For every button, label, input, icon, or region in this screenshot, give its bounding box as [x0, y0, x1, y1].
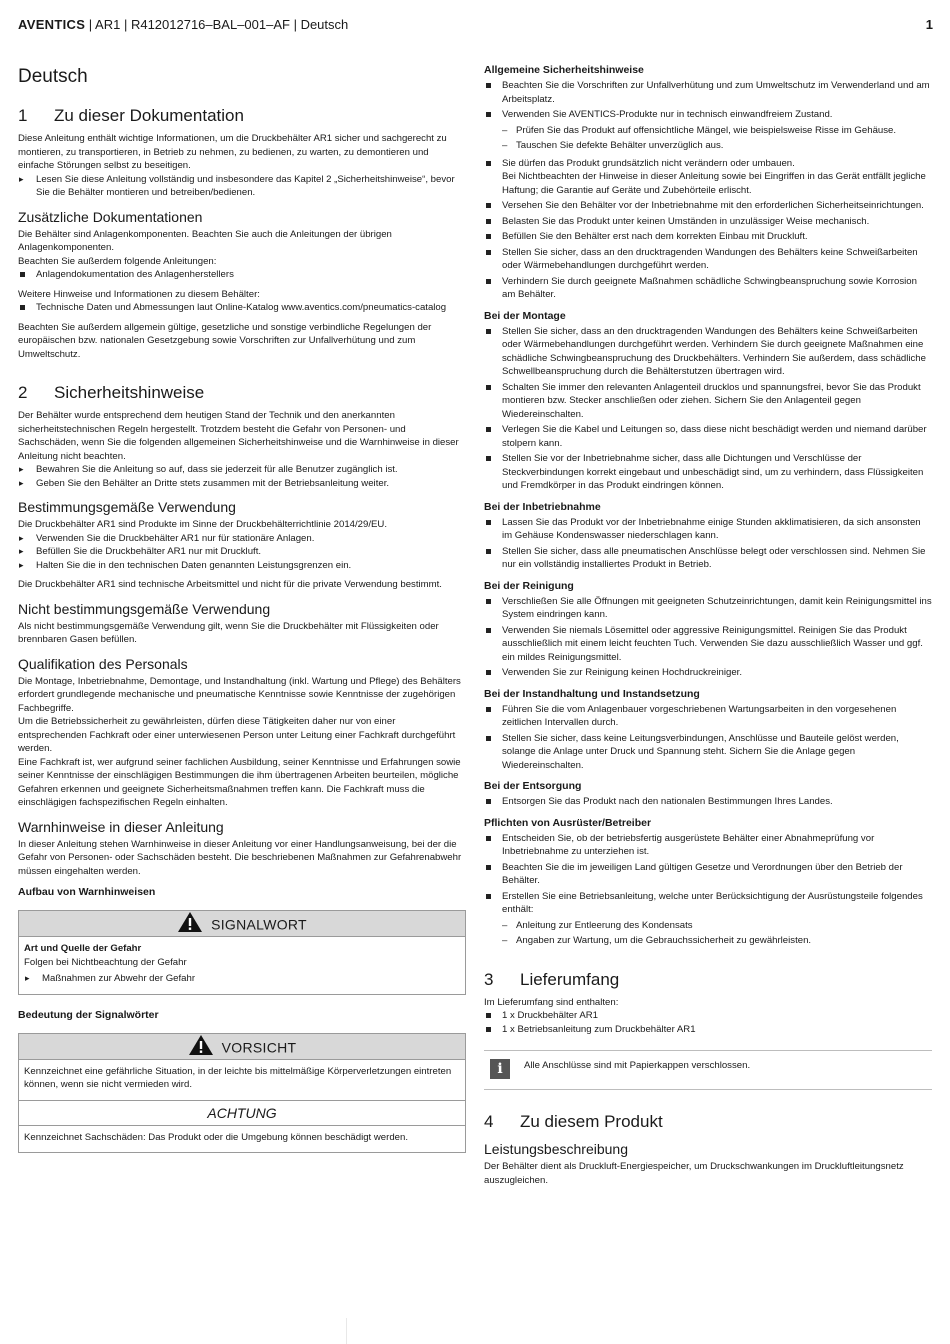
subheading-allgemeine-sicherheitshinweise: Allgemeine Sicherheitshinweise: [484, 64, 644, 76]
section-number: 4: [484, 1112, 494, 1131]
section-3-heading: [484, 970, 932, 990]
list-item: Verhindern Sie durch geeignete Maßnahmen schädliche Schwingbeanspruchung sowie Korrosion am Behälter.: [484, 275, 932, 302]
instruction-item: ▸ Lesen Sie diese Anleitung vollständig und insbesondere das Kapitel 2 „Sicherheitshinweise“, bevor Sie die Behälter montieren und betreiben/bedienen.: [18, 173, 466, 200]
subheading-warnhinweise: Warnhinweise in dieser Anleitung: [18, 818, 224, 835]
list-item: Lassen Sie das Produkt vor der Inbetriebnahme einige Stunden akklimatisieren, da sich ansonsten im Gehäuse Kondenswasser niederschlagen kann.: [484, 516, 932, 543]
list-item: 1 x Druckbehälter AR1: [484, 1009, 932, 1023]
list-item: Verlegen Sie die Kabel und Leitungen so, dass diese nicht beschädigt werden und niemand darüber stolpern kann.: [484, 423, 932, 450]
paragraph: Beachten Sie außerdem allgemein gültige, gesetzliche und sonstige verbindliche Regelungen der europäischen bzw. nationalen Gesetzgebung sowie Vorschriften zur Unfallverhütung und zum Umweltschutz.: [18, 321, 432, 360]
list-item-subtext: Bei Nichtbeachten der Hinweise in dieser Anleitung sowie bei Eingriffen in das Gerät entfällt jegliche Haftung; die Garantie auf Geräte und Zubehörteile erlischt.: [502, 171, 926, 196]
list-item: Verwenden Sie niemals Lösemittel oder aggressive Reinigungsmittel. Reinigen Sie das Produkt ausschließlich mit einem leicht feuchten Tuch. Verwenden Sie dazu ausschließlich Wasser und ggf. ein mildes Reinigungsmittel.: [484, 624, 932, 665]
vorsicht-header: [19, 1034, 465, 1060]
list-item: Belasten Sie das Produkt unter keinen Umständen in unzulässiger Weise mechanisch.: [484, 215, 932, 229]
section-title: Sicherheitshinweise: [54, 383, 205, 402]
paragraph: Eine Fachkraft ist, wer aufgrund seiner fachlichen Ausbildung, seiner Kenntnisse und Erfahrungen sowie seiner Kenntnisse der einschlägigen Bestimmungen die ihm übertragenen Arbeiten beurteilen, mögliche Gefahren erkennen und geeignete Sicherheitsmaßnahmen treffen kann. Die Fachkraft muss die einschlägigen fachspezifischen Regeln einhalten.: [18, 756, 461, 808]
paragraph: Die Montage, Inbetriebnahme, Demontage, und Instandhaltung (inkl. Wartung und Pflege) des Behälters erfordert grundlegende mechanische und pneumatische Kenntnisse sowie Kenntnisse der zugehörigen Fachbegriffe.: [18, 675, 461, 714]
info-note: [484, 1050, 932, 1090]
warning-body: [19, 937, 465, 994]
list-item: Verschließen Sie alle Öffnungen mit geeigneten Schutzeinrichtungen, damit kein Reinigungsmittel ins System eindringen kann.: [484, 595, 932, 622]
list-item: Stellen Sie vor der Inbetriebnahme sicher, dass alle Dichtungen und Verschlüsse der Steckverbindungen korrekt eingebaut und unbeschädigt sind, um zu verhindern, dass Flüssigkeiten und Fremdkörper in das Produkt eindringen können.: [484, 452, 932, 493]
paragraph: Der Behälter dient als Druckluft-Energiespeicher, um Druckschwankungen im Druckluftleitungsnetz auszugleichen.: [484, 1161, 904, 1186]
subheading-aufbau-warnhinweise: Aufbau von Warnhinweisen: [18, 886, 156, 898]
warning-header: [19, 911, 465, 937]
subheading-zusaetzliche-dokumentationen: Zusätzliche Dokumentationen: [18, 208, 203, 225]
info-text: Alle Anschlüsse sind mit Papierkappen verschlossen.: [524, 1060, 751, 1071]
subheading-nicht-bestimmungsgemaesse-verwendung: Nicht bestimmungsgemäße Verwendung: [18, 600, 271, 617]
section-4-heading: [484, 1112, 932, 1132]
subheading-entsorgung: Bei der Entsorgung: [484, 780, 582, 792]
hazard-consequence: Folgen bei Nichtbeachtung der Gefahr: [24, 956, 187, 968]
language-heading: Deutsch: [18, 66, 88, 87]
sub-list-item: – Prüfen Sie das Produkt auf offensichtliche Mängel, wie beispielsweise Risse im Gehäuse.: [484, 124, 932, 138]
list-item: Verwenden Sie AVENTICS-Produkte nur in technisch einwandfreiem Zustand.: [484, 108, 932, 122]
list-item: Erstellen Sie eine Betriebsanleitung, welche unter Berücksichtigung der Ausrüstungsteile folgendes enthält:: [484, 890, 932, 917]
section-title: Zu diesem Produkt: [520, 1112, 663, 1131]
subheading-montage: Bei der Montage: [484, 309, 566, 322]
list-item: [484, 157, 932, 198]
right-column: [484, 60, 932, 1187]
section-title: Zu dieser Dokumentation: [54, 106, 244, 125]
instruction-item: ▸ Halten Sie die in den technischen Daten genannten Leistungsgrenzen ein.: [18, 559, 466, 573]
list-item: Stellen Sie sicher, dass an den drucktragenden Wandungen des Behälters keine Schweißarbeiten oder Wärmebehandlungen durchgeführt werden. Verhindern Sie durch geeignete Maßnahmen eine schädliche Schwingbeanspruchung des Druckbehälters. Verhindern Sie außerdem, dass schädliche Schwellbeanspruchung durch die Behälterstutzen übertragen wird.: [484, 325, 932, 379]
warning-structure-box: [18, 910, 466, 995]
list-item: 1 x Betriebsanleitung zum Druckbehälter AR1: [484, 1023, 932, 1037]
paragraph: Beachten Sie außerdem folgende Anleitungen:: [18, 255, 217, 267]
warning-triangle-icon: [188, 1034, 214, 1064]
hazard-measure: ▸ Maßnahmen zur Abwehr der Gefahr: [24, 972, 460, 986]
paragraph: Um die Betriebssicherheit zu gewährleisten, dürfen diese Tätigkeiten daher nur von einer entsprechenden Fachkraft oder einer unterwiesenen Person unter Leitung einer Fachkraft durchgeführt werden.: [18, 716, 456, 754]
achtung-body: [19, 1126, 465, 1153]
sub-list-item: – Angaben zur Wartung, um die Gebrauchssicherheit zu gewährleisten.: [484, 934, 932, 948]
paragraph: Diese Anleitung enthält wichtige Informationen, um die Druckbehälter AR1 sicher und sachgerecht zu montieren, zu transportieren, in Betrieb zu nehmen, zu bedienen, zu warten, zu demontieren und einfache Störungen selbst zu beseitigen.: [18, 133, 447, 171]
list-item: Versehen Sie den Behälter vor der Inbetriebnahme mit den erforderlichen Sicherheitseinrichtungen.: [484, 199, 932, 213]
list-item: Beachten Sie die Vorschriften zur Unfallverhütung und zum Umweltschutz im Verwenderland und am Arbeitsplatz.: [484, 79, 932, 106]
list-item: Stellen Sie sicher, dass an den drucktragenden Wandungen des Behälters keine Schweißarbeiten oder Wärmebehandlungen durchgeführt werden.: [484, 246, 932, 273]
instruction-item: ▸ Geben Sie den Behälter an Dritte stets zusammen mit der Betriebsanleitung weiter.: [18, 477, 466, 491]
warning-triangle-icon: [177, 911, 203, 941]
section-title: Lieferumfang: [520, 969, 620, 989]
instruction-item: ▸ Verwenden Sie die Druckbehälter AR1 nur für stationäre Anlagen.: [18, 532, 466, 546]
paragraph: Die Druckbehälter AR1 sind technische Arbeitsmittel und nicht für die private Verwendung bestimmt.: [18, 579, 442, 590]
section-number: 2: [18, 383, 28, 402]
brand-name: AVENTICS: [18, 17, 86, 32]
subheading-instandhaltung: Bei der Instandhaltung und Instandsetzung: [484, 687, 700, 700]
list-item: Entscheiden Sie, ob der betriebsfertig ausgerüstete Behälter einer Abnahmeprüfung vor Inbetriebnahme zu unterziehen ist.: [484, 832, 932, 859]
subheading-leistungsbeschreibung: Leistungsbeschreibung: [484, 1141, 628, 1157]
page-number: 1: [925, 17, 933, 32]
subheading-bedeutung-signalwoerter: Bedeutung der Signalwörter: [18, 1008, 159, 1021]
instruction-item: ▸ Befüllen Sie die Druckbehälter AR1 nur mit Druckluft.: [18, 545, 466, 559]
info-icon: i: [490, 1059, 510, 1079]
list-item: Technische Daten und Abmessungen laut Online-Katalog www.aventics.com/pneumatics-catalog: [18, 301, 466, 315]
list-item: Stellen Sie sicher, dass keine Leitungsverbindungen, Anschlüsse und Bauteile gelöst werden, solange die Anlage unter Druck und Spannung steht. Sichern Sie die Anlage gegen Wiedereinschalten.: [484, 732, 932, 773]
paragraph: Die Behälter sind Anlagenkomponenten. Beachten Sie auch die Anleitungen der übrigen Anlagenkomponenten.: [18, 228, 392, 253]
sub-list-item: – Tauschen Sie defekte Behälter unverzüglich aus.: [484, 139, 932, 153]
divider: [346, 1318, 347, 1344]
paragraph: Im Lieferumfang sind enthalten:: [484, 996, 619, 1008]
document-meta: | AR1 | R412012716–BAL–001–AF | Deutsch: [85, 17, 349, 32]
section-1-heading: [18, 106, 466, 126]
signal-words-box: [18, 1033, 466, 1154]
list-item: Stellen Sie sicher, dass alle pneumatischen Anschlüsse belegt oder verschlossen sind. Nehmen Sie nur ein vollständig installiertes Produkt in Betrieb.: [484, 545, 932, 572]
paragraph: Weitere Hinweise und Informationen zu diesem Behälter:: [18, 288, 260, 300]
list-item-text: Sie dürfen das Produkt grundsätzlich nicht verändern oder umbauen.: [502, 157, 795, 169]
subheading-qualifikation: Qualifikation des Personals: [18, 655, 188, 672]
paragraph: In dieser Anleitung stehen Warnhinweise in dieser Anleitung vor einer Handlungsanweisung, bei der die Gefahr von Personen- oder Sachschäden besteht. Die beschriebenen Maßnahmen zur Gefahrenabwehr müssen eingehalten werden.: [18, 838, 462, 877]
hazard-source: Art und Quelle der Gefahr: [24, 943, 142, 954]
section-number: 1: [18, 106, 28, 125]
list-item: Schalten Sie immer den relevanten Anlagenteil drucklos und spannungsfrei, bevor Sie das Produkt montieren bzw. Stecker anschließen oder ziehen. Sichern Sie den Anlagenteil gegen Wiedereinschalten.: [484, 381, 932, 422]
section-number: 3: [484, 969, 494, 989]
section-2-heading: [18, 383, 466, 403]
subheading-bestimmungsgemaesse-verwendung: Bestimmungsgemäße Verwendung: [18, 499, 236, 515]
paragraph: Als nicht bestimmungsgemäße Verwendung gilt, wenn Sie die Druckbehälter mit Flüssigkeiten oder brennbaren Gasen befüllen.: [18, 620, 439, 645]
list-item: Befüllen Sie den Behälter erst nach dem korrekten Einbau mit Druckluft.: [484, 230, 932, 244]
list-item: Beachten Sie die im jeweiligen Land gültigen Gesetze und Verordnungen über den Betrieb der Behälter.: [484, 861, 932, 888]
instruction-item: ▸ Bewahren Sie die Anleitung so auf, dass sie jederzeit für alle Benutzer zugänglich ist.: [18, 463, 466, 477]
sub-list-item: – Anleitung zur Entleerung des Kondensats: [484, 919, 932, 933]
page-header: [18, 17, 933, 37]
paragraph: Die Druckbehälter AR1 sind Produkte im Sinne der Druckbehälterrichtlinie 2014/29/EU.: [18, 519, 388, 530]
list-item: Verwenden Sie zur Reinigung keinen Hochdruckreiniger.: [484, 666, 932, 680]
paragraph: Der Behälter wurde entsprechend dem heutigen Stand der Technik und den anerkannten sicherheitstechnischen Regeln hergestellt. Trotzdem besteht die Gefahr von Personen- und Sachschäden, wenn Sie die folgenden allgemeinen Sicherheitshinweise und die Warnhinweise in dieser Anleitung nicht beachten.: [18, 410, 459, 462]
signal-word: SIGNALWORT: [211, 916, 307, 933]
list-item: Anlagendokumentation des Anlagenherstellers: [18, 268, 466, 282]
subheading-inbetriebnahme: Bei der Inbetriebnahme: [484, 500, 601, 513]
list-item: Entsorgen Sie das Produkt nach den nationalen Bestimmungen Ihres Landes.: [484, 795, 932, 809]
signal-word-vorsicht: VORSICHT: [221, 1039, 297, 1056]
left-column: [18, 60, 466, 1157]
vorsicht-body: [19, 1060, 465, 1101]
subheading-reinigung: Bei der Reinigung: [484, 579, 574, 592]
signal-word-achtung: ACHTUNG: [19, 1101, 465, 1126]
achtung-description: Kennzeichnet Sachschäden: Das Produkt oder die Umgebung können beschädigt werden.: [24, 1131, 409, 1143]
list-item: Führen Sie die vom Anlagenbauer vorgeschriebenen Wartungsarbeiten in den vorgesehenen zeitlichen Intervallen durch.: [484, 703, 932, 730]
subheading-pflichten: Pflichten von Ausrüster/Betreiber: [484, 816, 652, 829]
vorsicht-description: Kennzeichnet eine gefährliche Situation, in der leichte bis mittelmäßige Körperverletzungen eintreten können, wenn sie nicht vermieden wird.: [24, 1065, 452, 1090]
